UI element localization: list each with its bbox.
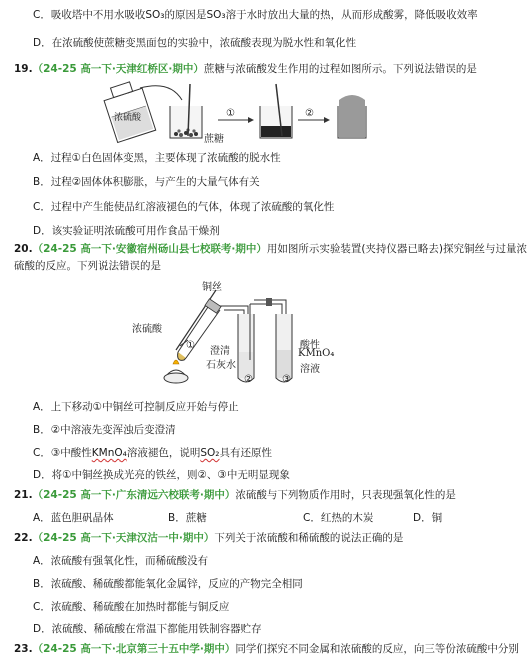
q20-option-c <box>33 446 471 460</box>
q20-option-b: B．②中溶液先变浑浊后变澄清 <box>33 424 176 436</box>
step2-label: ② <box>305 108 314 119</box>
tube1-number: ① <box>186 340 195 351</box>
tube3-number: ③ <box>282 374 291 385</box>
question-number: 22. <box>14 532 33 544</box>
q20-figure <box>132 280 340 392</box>
kmno4-label-1: 酸性 <box>300 340 320 351</box>
question-text: 蔗糖与浓硫酸发生作用的过程如图所示。下列说法错误的是 <box>203 63 477 75</box>
option-text: 具有还原性 <box>219 447 272 459</box>
question-source: （24-25 高一下·广东清远六校联考·期中） <box>32 489 236 501</box>
question-source: （24-25 高一下·天津红桥区·期中） <box>32 63 204 75</box>
q20-stem-line2: 硫酸的反应。下列说法错误的是 <box>14 260 161 272</box>
limewater-label-2: 石灰水 <box>206 360 236 371</box>
question-number: 23. <box>14 643 33 655</box>
q20-option-d: D．将①中铜丝换成光亮的铁丝，则②、③中无明显现象 <box>33 469 290 481</box>
question-number: 21. <box>14 489 33 501</box>
sucrose-reaction-diagram <box>100 76 370 142</box>
question-text: 浓硫酸与下列物质作用时，只表现强氧化性的是 <box>235 489 456 501</box>
kmno4-label-3: 溶液 <box>300 364 320 375</box>
bottle-label: 浓硫酸 <box>114 113 142 123</box>
limewater-label-1: 澄清 <box>210 346 230 357</box>
q19-option-a: A．过程①白色固体变黑，主要体现了浓硫酸的脱水性 <box>33 152 281 164</box>
q19-option-c: C．过程中产生能使品红溶液褪色的气体，体现了浓硫酸的氧化性 <box>33 201 335 213</box>
question-source: （24-25 高一下·北京第三十五中学·期中） <box>32 643 236 655</box>
q22-option-d: D．浓硫酸、稀硫酸在常温下都能用铁制容器贮存 <box>33 623 262 635</box>
question-text: 同学们探究不同金属和浓硫酸的反应，向三等份浓硫酸中分别 <box>235 643 519 655</box>
q22-option-b: B．浓硫酸、稀硫酸都能氧化金属锌，反应的产物完全相同 <box>33 578 303 590</box>
question-text: 下列关于浓硫酸和稀硫酸的说法正确的是 <box>214 532 404 544</box>
question-number: 19. <box>14 63 33 75</box>
q22-option-c: C．浓硫酸、稀硫酸在加热时都能与铜反应 <box>33 601 230 613</box>
option-text: C．③中酸性 <box>33 447 92 459</box>
q20-option-a: A．上下移动①中铜丝可控制反应开始与停止 <box>33 401 239 413</box>
q21-options <box>33 511 471 525</box>
q19-figure <box>100 76 370 145</box>
q18-option-d: D．在浓硫酸使蔗糖变黑面包的实验中，浓硫酸表现为脱水性和氧化性 <box>33 37 357 49</box>
sugar-label: 蔗糖 <box>204 134 224 145</box>
q21-stem <box>14 488 471 502</box>
question-number: 20. <box>14 243 33 255</box>
formula-so2: SO₂ <box>200 447 220 459</box>
q18-option-c: C．吸收塔中不用水吸收SO₃的原因是SO₃溶于水时放出大量的热，从而形成酸雾，降低吸收效率 <box>33 9 478 21</box>
conc-acid-label: 浓硫酸 <box>132 324 162 335</box>
option-text: 溶液褪色，说明 <box>126 447 201 459</box>
question-source: （24-25 高一下·安徽宿州砀山县七校联考·期中） <box>32 243 267 255</box>
q20-stem-line1 <box>14 242 527 256</box>
tube2-number: ② <box>244 374 253 385</box>
q21-option-c: C．红热的木炭 <box>303 512 374 524</box>
q23-stem <box>14 642 519 656</box>
q19-stem <box>14 62 477 76</box>
copper-wire-label: 铜丝 <box>202 282 222 293</box>
q19-option-b: B．过程②固体体积膨胀，与产生的大量气体有关 <box>33 176 260 188</box>
step1-label: ① <box>226 108 235 119</box>
alcohol-lamp <box>164 360 188 383</box>
q22-option-a: A．浓硫酸有强氧化性，而稀硫酸没有 <box>33 555 209 567</box>
q21-option-d: D．铜 <box>413 512 443 524</box>
q21-option-b: B．蔗糖 <box>168 512 207 524</box>
kmno4-label-2: KMnO₄ <box>298 348 335 359</box>
question-text: 用如图所示实验装置(夹持仪器已略去)探究铜丝与过量浓 <box>266 243 527 255</box>
q21-option-a: A．蓝色胆矾晶体 <box>33 512 114 524</box>
question-source: （24-25 高一下·天津汉沽一中·期中） <box>32 532 215 544</box>
q19-option-d: D．该实验证明浓硫酸可用作食品干燥剂 <box>33 225 220 237</box>
q22-stem <box>14 531 471 545</box>
formula-kmno4: KMnO₄ <box>91 447 127 459</box>
